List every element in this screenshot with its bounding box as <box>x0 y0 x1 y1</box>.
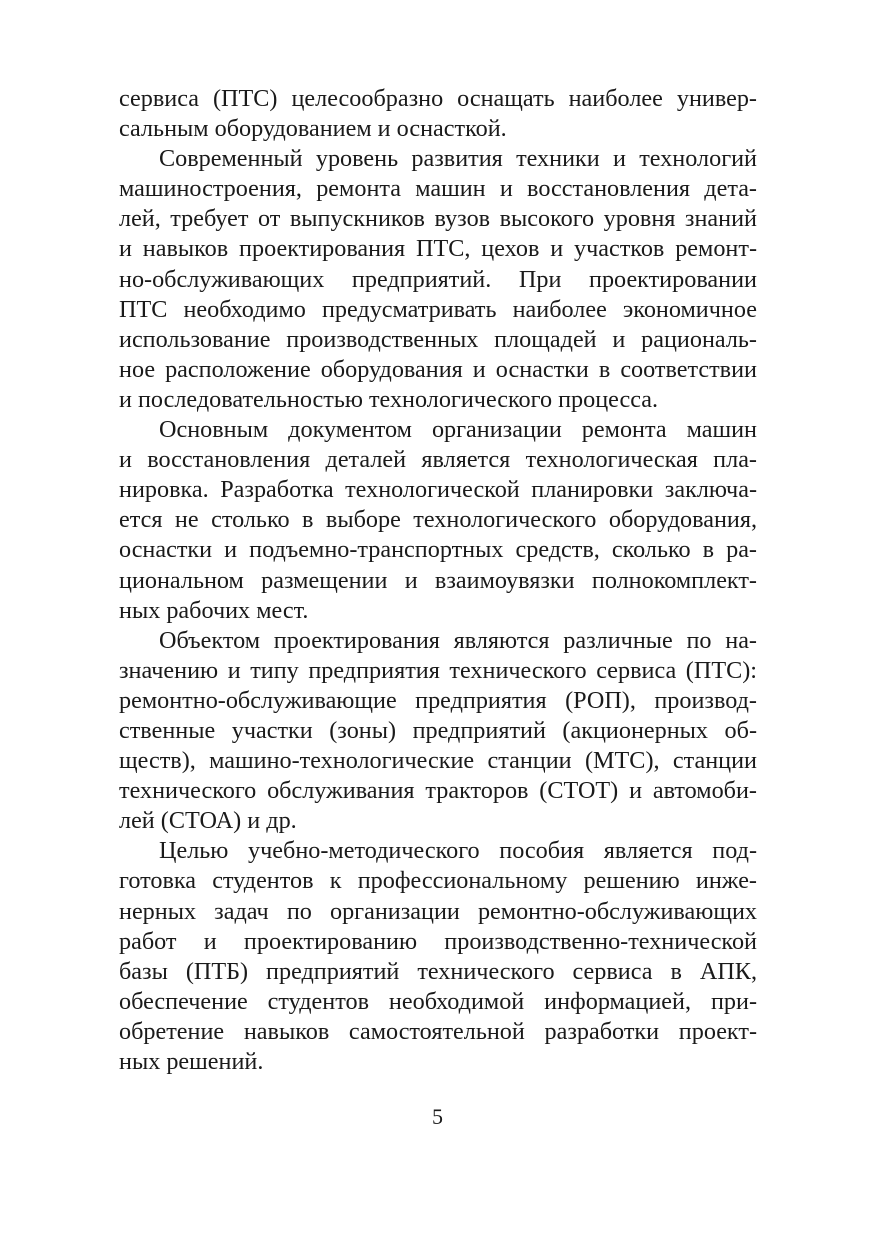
text-line: оснастки и подъемно-транспортных средств, сколько в ра- <box>119 536 757 564</box>
text-line: Объектом проектирования являются различные по на- <box>159 626 757 654</box>
text-line: работ и проектированию производственно-технической <box>119 927 757 955</box>
text-line: нировка. Разработка технологической планировки заключа- <box>119 476 757 504</box>
paragraph-3 <box>119 415 757 626</box>
text-line: и навыков проектирования ПТС, цехов и участков ремонт- <box>119 235 757 263</box>
text-line: и последовательностью технологического процесса. <box>119 385 659 413</box>
text-line: значению и типу предприятия технического сервиса (ПТС): <box>119 656 757 684</box>
text-line: но-обслуживающих предприятий. При проектировании <box>119 265 757 293</box>
paragraph-2 <box>119 144 757 415</box>
text-line: и восстановления деталей является технологическая пла- <box>119 446 757 474</box>
text-line: базы (ПТБ) предприятий технического сервиса в АПК, <box>119 957 757 985</box>
text-line: ственные участки (зоны) предприятий (акционерных об- <box>119 716 757 744</box>
text-line: ПТС необходимо предусматривать наиболее экономичное <box>119 295 757 323</box>
text-line: ное расположение оборудования и оснастки в соответствии <box>119 355 757 383</box>
text-line: использование производственных площадей и рациональ- <box>119 325 757 353</box>
text-line: нерных задач по организации ремонтно-обслуживающих <box>119 897 757 925</box>
text-line: ных рабочих мест. <box>119 596 309 624</box>
text-line: ется не столько в выборе технологического оборудования, <box>119 506 757 534</box>
text-line: Современный уровень развития техники и технологий <box>159 145 757 173</box>
paragraph-1 <box>119 84 757 144</box>
text-line: лей, требует от выпускников вузов высокого уровня знаний <box>119 205 757 233</box>
document-page <box>119 84 757 1077</box>
text-line: Основным документом организации ремонта машин <box>159 416 757 444</box>
text-line: обретение навыков самостоятельной разработки проект- <box>119 1017 757 1045</box>
text-line: сервиса (ПТС) целесообразно оснащать наиболее универ- <box>119 85 757 112</box>
text-line: обеспечение студентов необходимой информацией, при- <box>119 987 757 1015</box>
paragraph-4 <box>119 626 757 837</box>
text-line: Целью учебно-методического пособия является под- <box>159 837 757 865</box>
text-line: лей (СТОА) и др. <box>119 807 297 835</box>
paragraph-5 <box>119 836 757 1077</box>
text-line: сальным оборудованием и оснасткой. <box>119 115 507 143</box>
text-line: технического обслуживания тракторов (СТОТ) и автомоби- <box>119 777 757 805</box>
text-line: машиностроения, ремонта машин и восстановления дета- <box>119 175 757 203</box>
text-line: готовка студентов к профессиональному решению инже- <box>119 867 757 895</box>
text-line: циональном размещении и взаимоувязки полнокомплект- <box>119 566 757 594</box>
text-line: ремонтно-обслуживающие предприятия (РОП), производ- <box>119 686 757 714</box>
text-line: ных решений. <box>119 1048 264 1075</box>
page-number: 5 <box>432 1104 443 1129</box>
text-line: ществ), машино-технологические станции (МТС), станции <box>119 747 757 775</box>
